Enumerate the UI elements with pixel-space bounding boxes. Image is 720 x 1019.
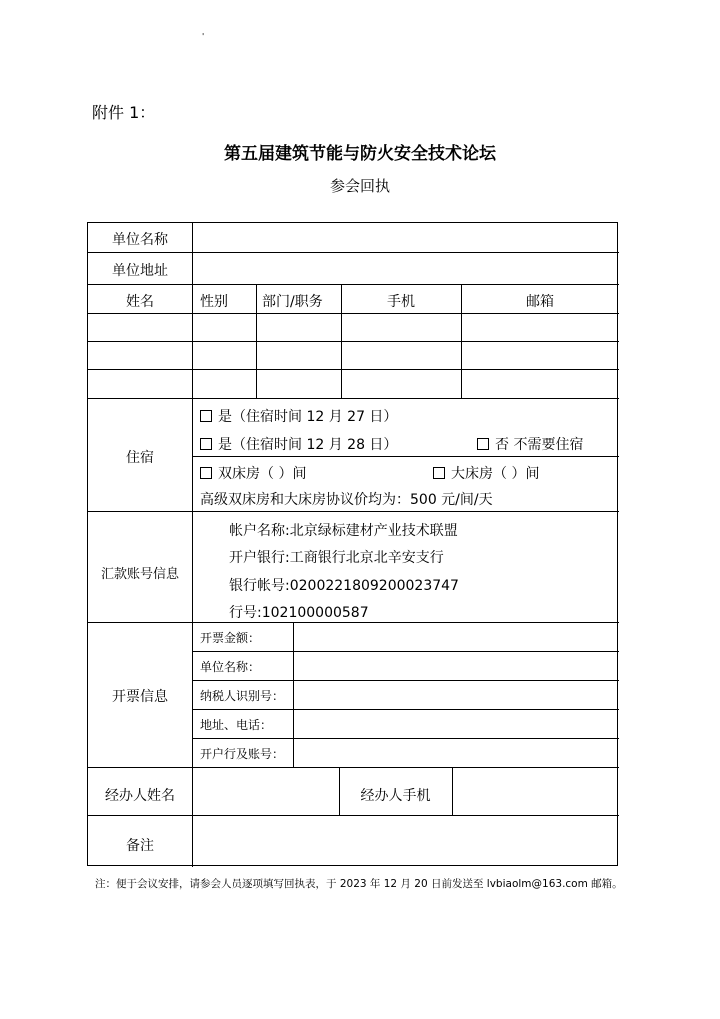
handler-name-field[interactable] — [193, 768, 339, 815]
bank-code: 行号:102100000587 — [229, 605, 369, 621]
invoice-org-label: 单位名称： — [200, 660, 261, 674]
handler-phone-label: 经办人手机 — [360, 788, 431, 804]
lodging-option-27[interactable]: 是（住宿时间 12 月 27 日） — [200, 406, 397, 426]
bank-name: 开户银行:工商银行北京北辛安支行 — [229, 550, 444, 566]
page-title: 第五届建筑节能与防火安全技术论坛 — [224, 144, 496, 164]
org-address-label: 单位地址 — [112, 263, 168, 279]
checkbox-icon — [200, 438, 212, 450]
account-name: 帐户名称:北京绿标建材产业技术联盟 — [229, 523, 458, 539]
org-name-field[interactable] — [193, 224, 618, 251]
attendee-row-3[interactable] — [88, 370, 619, 398]
invoice-amount-field[interactable] — [294, 623, 618, 651]
attendee-row-2[interactable] — [88, 342, 619, 369]
bank-account-field[interactable] — [294, 739, 618, 767]
taxpayer-id-label: 纳税人识别号： — [200, 689, 285, 703]
bank-account-label: 开户行及账号： — [200, 747, 285, 761]
lodging-option-no[interactable]: 否 不需要住宿 — [477, 434, 583, 454]
checkbox-icon — [200, 410, 212, 422]
col-name: 姓名 — [126, 294, 154, 310]
col-email: 邮箱 — [526, 294, 554, 310]
remarks-label: 备注 — [126, 838, 154, 854]
handler-phone-field[interactable] — [453, 768, 618, 815]
checkbox-icon — [477, 438, 489, 450]
attendee-row-1[interactable] — [88, 314, 619, 341]
col-gender: 性别 — [200, 294, 228, 310]
taxpayer-id-field[interactable] — [294, 681, 618, 709]
checkbox-icon — [433, 467, 445, 479]
org-name-label: 单位名称 — [112, 232, 168, 248]
invoice-org-field[interactable] — [294, 652, 618, 680]
twin-room-option[interactable]: 双床房（ ）间 — [200, 463, 306, 483]
checkbox-icon — [200, 467, 212, 479]
col-phone: 手机 — [387, 294, 415, 310]
account-number: 银行帐号:0200221809200023747 — [229, 578, 459, 594]
invoice-label: 开票信息 — [112, 689, 168, 705]
remit-label: 汇款账号信息 — [100, 567, 179, 582]
lodging-label: 住宿 — [126, 450, 154, 466]
stray-mark: ' — [202, 32, 205, 41]
attachment-label: 附件 1： — [92, 103, 156, 122]
page-subtitle: 参会回执 — [329, 177, 390, 195]
king-room-option[interactable]: 大床房（ ）间 — [433, 463, 539, 483]
footnote: 注：便于会议安排，请参会人员逐项填写回执表，于 2023 年 12 月 20 日前发送至 lvbiaolm@163.com 邮箱。 — [95, 878, 623, 890]
remarks-field[interactable] — [193, 816, 618, 865]
address-phone-label: 地址、电话： — [200, 718, 273, 732]
address-phone-field[interactable] — [294, 710, 618, 738]
room-price-note: 高级双床房和大床房协议价均为：500 元/间/天 — [200, 492, 493, 508]
invoice-amount-label: 开票金额： — [200, 631, 261, 645]
lodging-option-28[interactable]: 是（住宿时间 12 月 28 日） — [200, 434, 397, 454]
registration-form — [87, 222, 618, 866]
org-address-field[interactable] — [193, 253, 618, 283]
col-department: 部门/职务 — [262, 294, 323, 310]
handler-name-label: 经办人姓名 — [105, 788, 175, 804]
